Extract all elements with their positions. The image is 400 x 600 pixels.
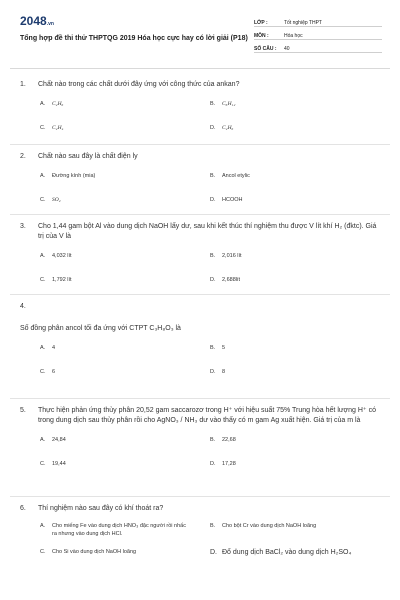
answer-option-b[interactable] xyxy=(210,522,380,538)
meta-value: Hóa học xyxy=(284,33,303,39)
option-text: 2,016 lít xyxy=(222,253,242,259)
meta-row-class xyxy=(254,15,382,27)
question-text: Số đồng phân ancol tối đa ứng với CTPT C₃H₈O₃ là xyxy=(20,325,181,332)
option-text: 17,28 xyxy=(222,461,236,467)
answer-option-c[interactable] xyxy=(40,548,210,557)
question-number: 1. xyxy=(20,81,26,88)
question-text: Chất nào sau đây là chất điện ly xyxy=(38,153,138,160)
option-letter: C. xyxy=(40,369,46,375)
meta-key: MÔN : xyxy=(254,33,269,39)
answer-option-c[interactable] xyxy=(40,124,210,132)
question-5 xyxy=(20,406,380,484)
question-number: 6. xyxy=(20,505,26,512)
answer-option-a[interactable] xyxy=(40,522,210,538)
answer-option-c[interactable] xyxy=(40,196,210,204)
option-letter: C. xyxy=(40,461,46,467)
meta-value: Tốt nghiệp THPT xyxy=(284,20,322,26)
option-text: Đường kính (mia) xyxy=(52,173,96,179)
option-letter: A. xyxy=(40,173,46,179)
answer-option-a[interactable] xyxy=(40,344,210,352)
answer-option-b[interactable] xyxy=(210,436,380,444)
question-number: 3. xyxy=(20,223,26,230)
question-divider xyxy=(10,496,390,497)
option-letter: C. xyxy=(40,125,46,131)
option-text: 24,84 xyxy=(52,437,66,443)
option-letter: B. xyxy=(210,173,216,179)
option-letter: D. xyxy=(210,125,216,131)
meta-key: SỐ CÂU : xyxy=(254,46,277,52)
option-letter: D. xyxy=(210,549,217,556)
question-text: Cho 1,44 gam bột Al vào dung dịch NaOH lấy dư, sau khi kết thúc thí nghiệm thu được V lít khí H₂ (đktc). Giá trị của V là xyxy=(38,223,377,240)
answer-option-a[interactable] xyxy=(40,100,210,108)
answer-options xyxy=(20,436,380,484)
option-text: C₂H₆ xyxy=(52,101,64,107)
option-text: Cho Si vào dung dịch NaOH loãng xyxy=(52,549,137,555)
answer-options xyxy=(20,522,380,561)
option-letter: B. xyxy=(210,253,216,259)
meta-key: LỚP : xyxy=(254,20,268,26)
option-text: HCOOH xyxy=(222,197,243,203)
question-3 xyxy=(20,222,380,300)
option-letter: B. xyxy=(210,345,216,351)
option-text: 4 xyxy=(52,345,56,351)
option-text: 2,688lít xyxy=(222,277,241,283)
option-letter: D. xyxy=(210,277,216,283)
answer-options xyxy=(20,344,380,392)
question-6 xyxy=(20,504,380,561)
option-text: C₂H₄ xyxy=(52,125,64,131)
question-divider xyxy=(10,398,390,399)
question-text: Chất nào trong các chất dưới đây ứng với công thức của ankan? xyxy=(38,81,240,88)
option-text: 19,44 xyxy=(52,461,66,467)
option-letter: D. xyxy=(210,369,216,375)
option-letter: B. xyxy=(210,437,216,443)
meta-row-count xyxy=(254,41,382,53)
answer-options xyxy=(20,100,380,148)
answer-option-d[interactable] xyxy=(210,196,380,204)
meta-row-subject xyxy=(254,28,382,40)
question-number: 5. xyxy=(20,407,26,414)
answer-options xyxy=(20,172,380,220)
answer-option-b[interactable] xyxy=(210,100,380,108)
question-text: Thí nghiệm nào sau đây có khí thoát ra? xyxy=(38,505,164,512)
option-text: Ancol etylic xyxy=(222,173,250,179)
meta-info xyxy=(254,15,382,54)
question-text: Thực hiện phản ứng thủy phân 20,52 gam saccarozơ trong H⁺ với hiệu suất 75% Trung hòa hết lượng H⁺ có trong dung dịch sau thủy phân rồi cho AgNO₃ / NH₃ dư vào thấy có m gam Ag xuất hiện. Giá trị của m là xyxy=(38,407,376,424)
option-letter: C. xyxy=(40,277,46,283)
option-text: 22,68 xyxy=(222,437,236,443)
option-letter: A. xyxy=(40,523,46,529)
option-letter: A. xyxy=(40,101,46,107)
logo-suffix: .vn xyxy=(46,21,54,27)
answer-option-a[interactable] xyxy=(40,172,210,180)
option-text: C₂H₆ xyxy=(222,125,234,131)
answer-option-d[interactable] xyxy=(210,276,380,284)
option-text: SO₂ xyxy=(52,197,61,203)
answer-option-c[interactable] xyxy=(40,460,210,468)
site-logo[interactable] xyxy=(20,14,54,28)
option-letter: D. xyxy=(210,461,216,467)
question-number: 2. xyxy=(20,153,26,160)
option-letter: A. xyxy=(40,253,46,259)
option-text: 5 xyxy=(222,345,226,351)
option-text: Cho miếng Fe vào dung dịch HNO₃ đặc người rồi nhấc ra nhưng vào dung dịch HCl. xyxy=(52,523,186,537)
question-divider xyxy=(10,144,390,145)
answer-option-b[interactable] xyxy=(210,172,380,180)
answer-option-a[interactable] xyxy=(40,252,210,260)
option-letter: C. xyxy=(40,549,46,555)
option-letter: A. xyxy=(40,345,46,351)
question-divider xyxy=(10,294,390,295)
question-4 xyxy=(20,302,380,392)
option-text: 4,032 lít xyxy=(52,253,72,259)
question-2 xyxy=(20,152,380,220)
answer-option-c[interactable] xyxy=(40,276,210,284)
option-text: Cho bột Cr vào dung dịch NaOH loãng xyxy=(222,523,317,529)
option-text: Đổ dung dịch BaCl₂ vào dung dịch H₂SO₄ xyxy=(222,549,352,556)
answer-option-d[interactable] xyxy=(210,124,380,132)
question-divider xyxy=(10,214,390,215)
answer-option-c[interactable] xyxy=(40,368,210,376)
answer-option-d[interactable] xyxy=(210,368,380,376)
page-title: Tổng hợp đề thi thử THPTQG 2019 Hóa học cực hay có lời giải (P18) xyxy=(20,35,248,42)
answer-option-d[interactable] xyxy=(210,548,380,557)
option-text: 8 xyxy=(222,369,226,375)
option-letter: C. xyxy=(40,197,46,203)
answer-options xyxy=(20,252,380,300)
option-text: 1,792 lít xyxy=(52,277,72,283)
logo-text: 2048 xyxy=(20,14,47,28)
header-divider xyxy=(10,68,390,69)
option-letter: A. xyxy=(40,437,46,443)
answer-option-b[interactable] xyxy=(210,344,380,352)
option-letter: B. xyxy=(210,101,216,107)
option-letter: B. xyxy=(210,523,216,529)
question-1 xyxy=(20,80,380,148)
option-letter: D. xyxy=(210,197,216,203)
answer-option-a[interactable] xyxy=(40,436,210,444)
answer-option-d[interactable] xyxy=(210,460,380,468)
answer-option-b[interactable] xyxy=(210,252,380,260)
option-text: 6 xyxy=(52,369,56,375)
question-number: 4. xyxy=(20,303,26,310)
option-text: C₆H₁₂ xyxy=(222,101,236,107)
meta-value: 40 xyxy=(284,46,290,52)
